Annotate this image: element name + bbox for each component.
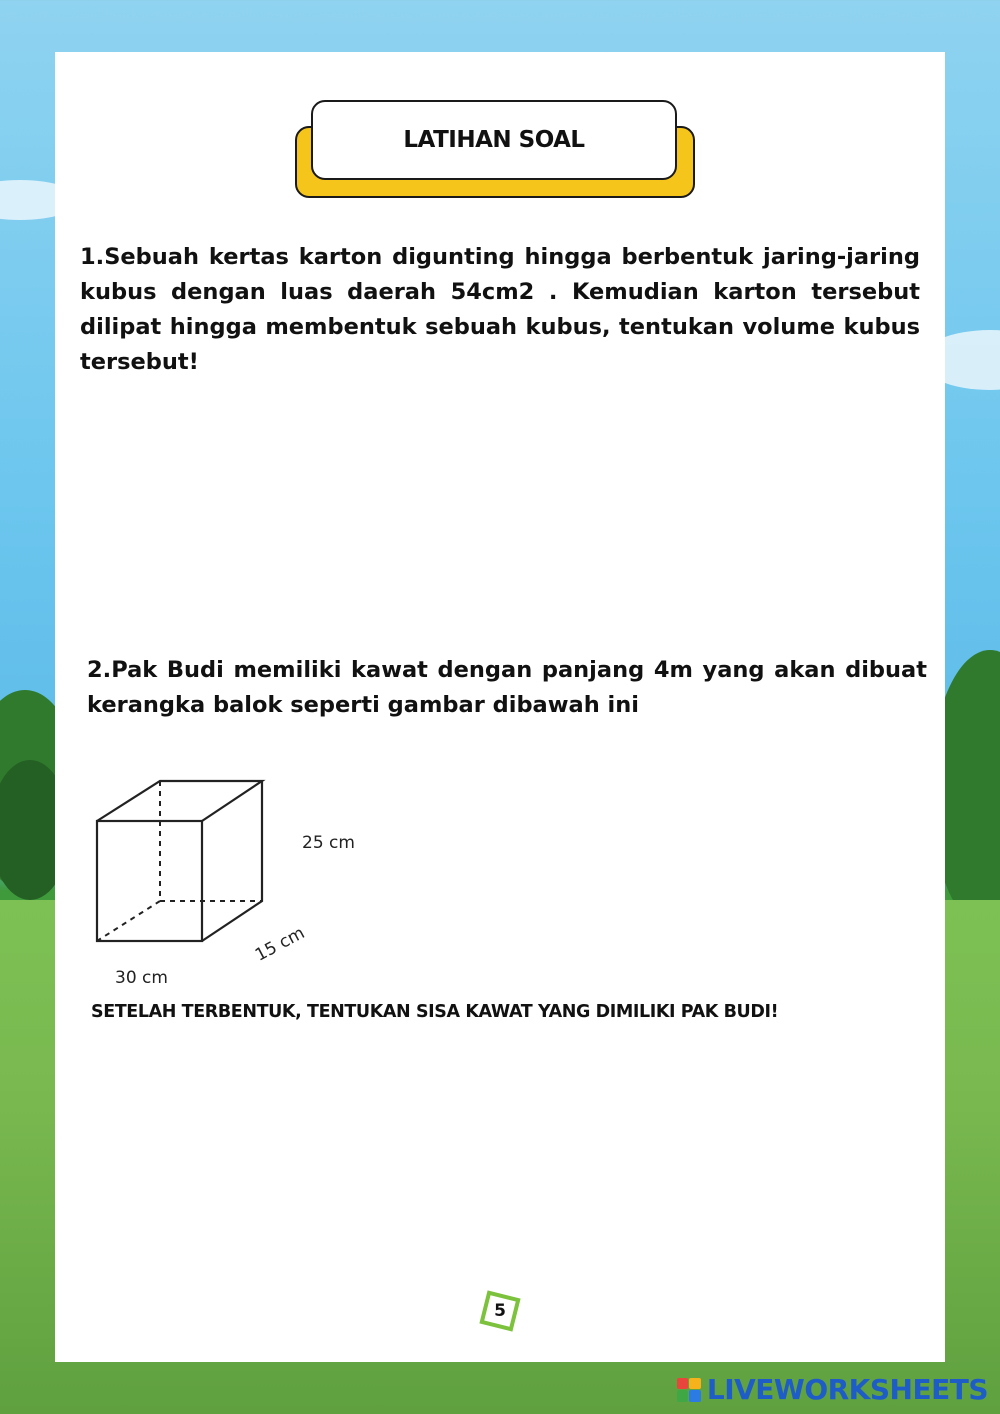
liveworksheets-watermark (677, 1373, 988, 1406)
page-number-badge (479, 1290, 521, 1332)
question-1-text: 1.Sebuah kertas karton digunting hingga berbentuk jaring-jaring kubus dengan luas daerah 54cm2 . Kemudian karton tersebut dilipat hingga membentuk sebuah kubus, tentukan volume kubus tersebut! (80, 244, 920, 375)
worksheet-sheet (55, 52, 945, 1362)
page-number: 5 (494, 1301, 506, 1321)
liveworksheets-logo-icon (677, 1378, 701, 1402)
cuboid-hidden-diagonal (97, 901, 160, 941)
question-2-text: 2.Pak Budi memiliki kawat dengan panjang 4m yang akan dibuat kerangka balok seperti gambar dibawah ini (87, 657, 927, 718)
title-banner (295, 100, 695, 200)
length-label: 30 cm (115, 968, 168, 988)
width-label: 15 cm (252, 923, 309, 966)
watermark-text: LIVEWORKSHEETS (706, 1373, 988, 1406)
cuboid-right-edges (202, 781, 262, 941)
cuboid-front-face (97, 821, 202, 941)
height-label: 25 cm (302, 833, 355, 853)
question-2-instruction: SETELAH TERBENTUK, TENTUKAN SISA KAWAT YANG DIMILIKI PAK BUDI! (91, 1002, 779, 1022)
cuboid-figure (80, 764, 380, 1004)
cuboid-top-edges (97, 781, 262, 821)
page-title: LATIHAN SOAL (311, 100, 677, 180)
